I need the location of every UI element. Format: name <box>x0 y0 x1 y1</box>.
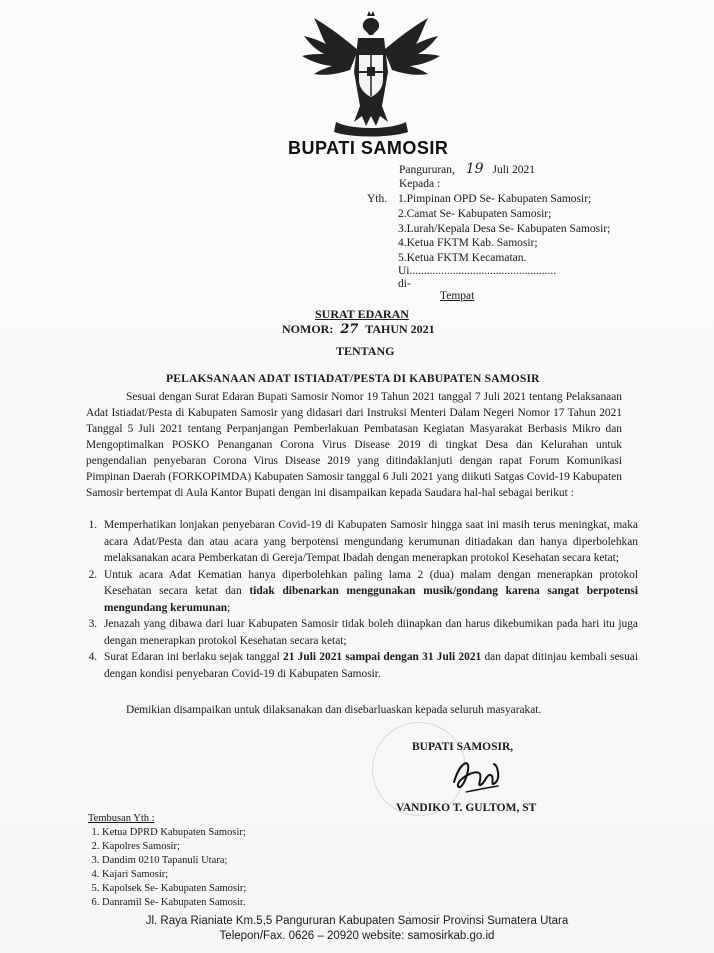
instruction-text: Surat Edaran ini berlaku sejak tanggal <box>104 651 284 663</box>
instruction-text: Memperhatikan lonjakan penyebaran Covid-19 di Kabupaten Samosir hingga saat ini masih terus meningkat, maka acara Adat/Pesta dan atau acara yang berpotensi mengundang kerumunan ditiadakan dan hanya diperbolehkan melaksanakan acara Pemberkatan di Gereja/Tempat Ibadah dengan menerapkan protokol Kesehatan secara ketat; <box>104 519 638 564</box>
instruction-emphasis: 21 Juli 2021 sampai dengan 31 Juli 2021 <box>283 651 482 663</box>
instruction-item <box>100 517 638 567</box>
recipient-item: 5.Ketua FKTM Kecamatan. <box>398 252 527 264</box>
instruction-item <box>100 567 638 617</box>
instruction-text: ; <box>227 601 231 614</box>
recipient-place: Tempat <box>440 290 475 302</box>
recipient-at: Ui................................................... <box>398 265 557 277</box>
instruction-text: Jenazah yang dibawa dari luar Kabupaten Samosir tidak boleh diinapkan dan harus dikebumikan pada hari itu juga dengan menerapkan protokol Kesehatan secara ketat; <box>104 618 638 647</box>
recipient-item: 4.Ketua FKTM Kab. Samosir; <box>398 237 538 249</box>
copy-item: 6. Danramil Se- Kabupaten Samosir. <box>102 896 246 910</box>
number-prefix: NOMOR: <box>282 322 334 336</box>
garuda-emblem-icon <box>296 10 446 140</box>
recipient-di: di- <box>398 278 411 290</box>
date-line <box>399 162 535 177</box>
document-subject: PELAKSANAAN ADAT ISTIADAT/PESTA DI KABUPATEN SAMOSIR <box>166 373 540 385</box>
closing-paragraph: Demikian disampaikan untuk dilaksanakan dan disebarluaskan kepada seluruh masyarakat. <box>126 704 542 716</box>
copies-list <box>88 826 246 910</box>
instruction-text: dan dapat ditinjau kembali sesuai dengan kondisi penyebaran Covid-19 di Kabupaten Samosir. <box>104 651 638 680</box>
instruction-text: Untuk acara Adat Kematian hanya diperbolehkan paling lama 2 (dua) malam dengan menerapkan protokol Kesehatan secara ketat dan <box>104 568 638 597</box>
document-about: TENTANG <box>336 344 395 358</box>
handwritten-signature-icon <box>446 752 506 796</box>
footer-contact: Telepon/Fax. 0626 – 20920 website: samosirkab.go.id <box>219 930 495 942</box>
date-place: Pangururan, <box>399 164 455 176</box>
recipient-to: Kepada : <box>399 178 441 190</box>
copy-item: 2. Kapolres Samosir; <box>102 840 246 854</box>
recipient-yth: Yth. <box>367 193 388 205</box>
intro-paragraph: Sesuai dengan Surat Edaran Bupati Samosir Nomor 19 Tahun 2021 tanggal 7 Juli 2021 tentang Pelaksanaan Adat Istiadat/Pesta di Kabupaten Samosir yang didasari dari Instruksi Menteri Dalam Negeri Nomor 17 Tahun 2021 Tanggal 5 Juli 2021 tentang Perpanjangan Pemberlakuan Pembatasan Kegiatan Masyarakat Berbasis Mikro dan Mengoptimalkan POSKO Penanganan Corona Virus Disease 2019 di tingkat Desa dan Kelurahan untuk pengendalian penyebaran Corona Virus Disease 2019 yang ditindaklanjuti dengan rapat Forum Komunikasi Pimpinan Daerah (FORKOPIMDA) Kabupaten Samosir tanggal 6 Juli 2021 yang diikuti Satgas Covid-19 Kabupaten Samosir bertempat di Aula Kantor Bupati dengan ini disampaikan kepada Saudara hal-hal sebagai berikut : <box>86 391 622 499</box>
signature-title: BUPATI SAMOSIR, <box>412 741 514 753</box>
copy-item: 3. Dandim 0210 Tapanuli Utara; <box>102 854 246 868</box>
footer-address: Jl. Raya Rianiate Km.5,5 Pangururan Kabupaten Samosir Provinsi Sumatera Utara <box>145 915 569 927</box>
date-day: 19 <box>465 161 484 177</box>
instruction-list <box>84 517 638 682</box>
recipient-item: 2.Camat Se- Kabupaten Samosir; <box>398 208 552 220</box>
document-number <box>282 322 435 337</box>
office-title: BUPATI SAMOSIR <box>288 138 449 158</box>
copy-item: 4. Kajari Samosir; <box>102 868 246 882</box>
recipient-item: 3.Lurah/Kepala Desa Se- Kabupaten Samosir; <box>398 223 611 235</box>
copies-heading: Tembusan Yth : <box>88 813 155 824</box>
instruction-item <box>100 649 638 682</box>
copy-item: 1. Ketua DPRD Kabupaten Samosir; <box>102 826 246 840</box>
signer-name: VANDIKO T. GULTOM, ST <box>396 802 537 814</box>
number-value: 27 <box>340 322 359 337</box>
instruction-emphasis: tidak dibenarkan menggunakan musik/gondang karena sangat berpotensi mengundang kerumunan <box>104 585 639 614</box>
date-month-year: Juli 2021 <box>492 164 535 176</box>
document-kind: SURAT EDARAN <box>315 307 409 321</box>
number-suffix: TAHUN 2021 <box>365 322 435 336</box>
copy-item: 5. Kapolsek Se- Kabupaten Samosir; <box>102 882 246 896</box>
instruction-item <box>100 616 638 649</box>
recipient-item: 1.Pimpinan OPD Se- Kabupaten Samosir; <box>398 193 592 205</box>
